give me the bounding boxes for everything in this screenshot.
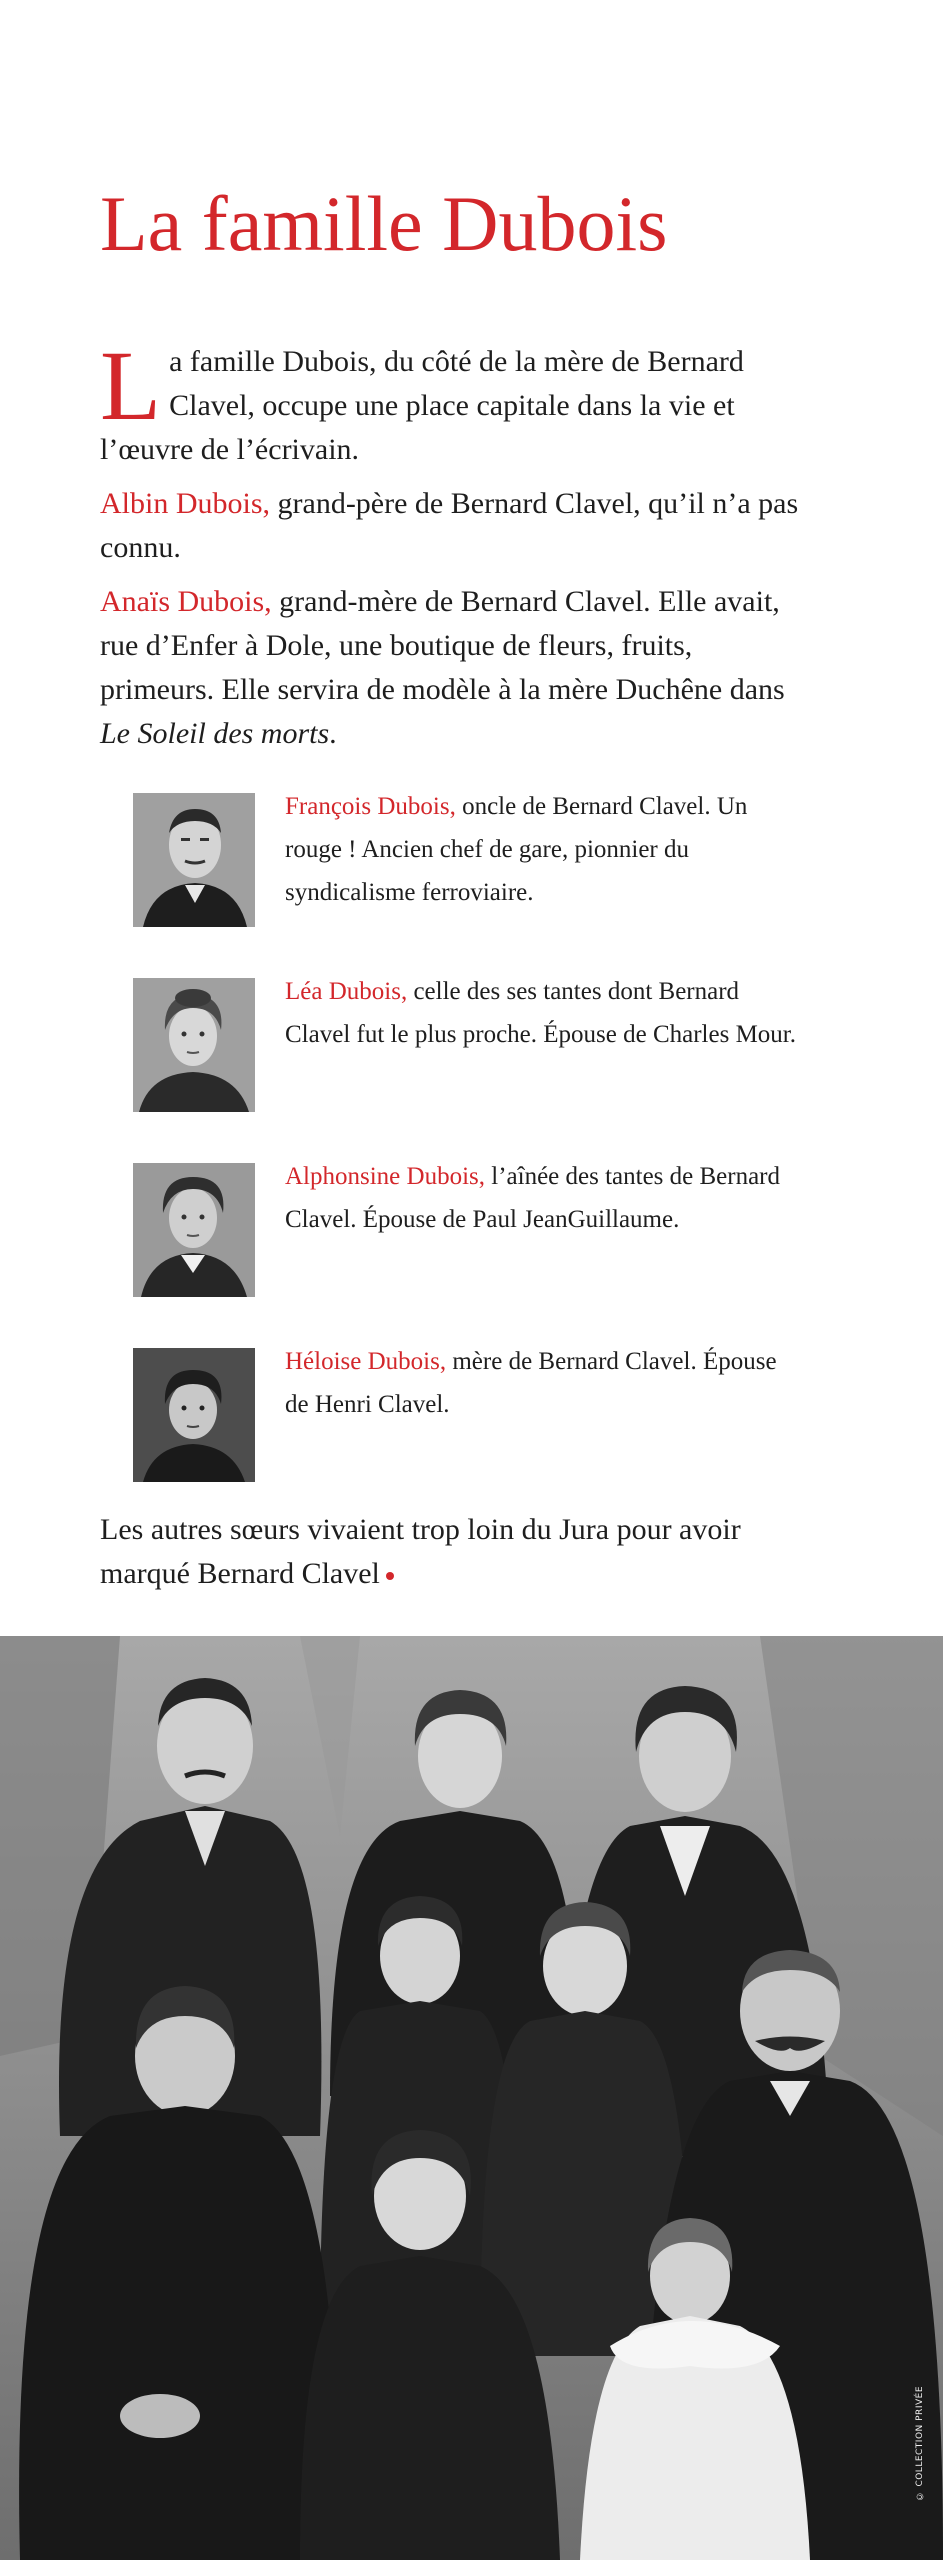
person-entry [133,793,813,929]
closing-paragraph [100,1508,800,1596]
albin-text: grand-père de Bernard Clavel, qu’il n’a pas connu. [100,487,799,564]
person-description: celle des ses tantes dont Bernard Clavel fut le plus proche. Épouse de Charles Mour. [285,978,796,1048]
person-name: Héloise Dubois, [285,1348,447,1375]
person-name: François Dubois, [285,793,456,820]
person-entry [133,978,813,1114]
person-description: l’aînée des tantes de Bernard Clavel. Épouse de Paul JeanGuillaume. [285,1163,781,1233]
albin-name: Albin Dubois, [100,487,271,520]
person-entry [133,1163,813,1299]
family-photograph [0,1636,943,2560]
person-entry [133,1348,813,1484]
portrait-alphonsine [133,1163,255,1297]
anais-text: grand-mère de Bernard Clavel. Elle avait, rue d’Enfer à Dole, une boutique de fleurs, fruits, primeurs. Elle servira de modèle à la mère Duchêne dans [100,585,785,706]
person-description: mère de Bernard Clavel. Épouse de Henri Clavel. [285,1348,777,1418]
anais-end: . [329,717,337,750]
person-description: oncle de Bernard Clavel. Un rouge ! Ancien chef de gare, pionnier du syndicalisme ferroviaire. [285,793,748,906]
anais-paragraph [100,580,800,756]
person-name: Léa Dubois, [285,978,408,1005]
book-title: Le Soleil des morts [100,717,330,750]
person-caption [285,1340,805,1426]
anais-name: Anaïs Dubois, [100,585,272,618]
intro-text: a famille Dubois, du côté de la mère de Bernard Clavel, occupe une place capitale dans la vie et l’œuvre de l’écrivain. [100,345,744,466]
person-caption [285,1155,805,1241]
page-title: La famille Dubois [100,180,668,267]
end-bullet-icon [386,1572,394,1580]
drop-cap: L [100,330,162,441]
portrait-lea [133,978,255,1112]
closing-text: Les autres sœurs vivaient trop loin du Jura pour avoir marqué Bernard Clavel [100,1513,741,1590]
intro-paragraph [100,330,800,472]
person-name: Alphonsine Dubois, [285,1163,485,1190]
photo-credit: © COLLECTION PRIVÉE [915,2385,925,2500]
albin-paragraph [100,482,800,570]
person-caption [285,785,805,914]
person-caption [285,970,805,1056]
portrait-francois [133,793,255,927]
portrait-heloise [133,1348,255,1482]
